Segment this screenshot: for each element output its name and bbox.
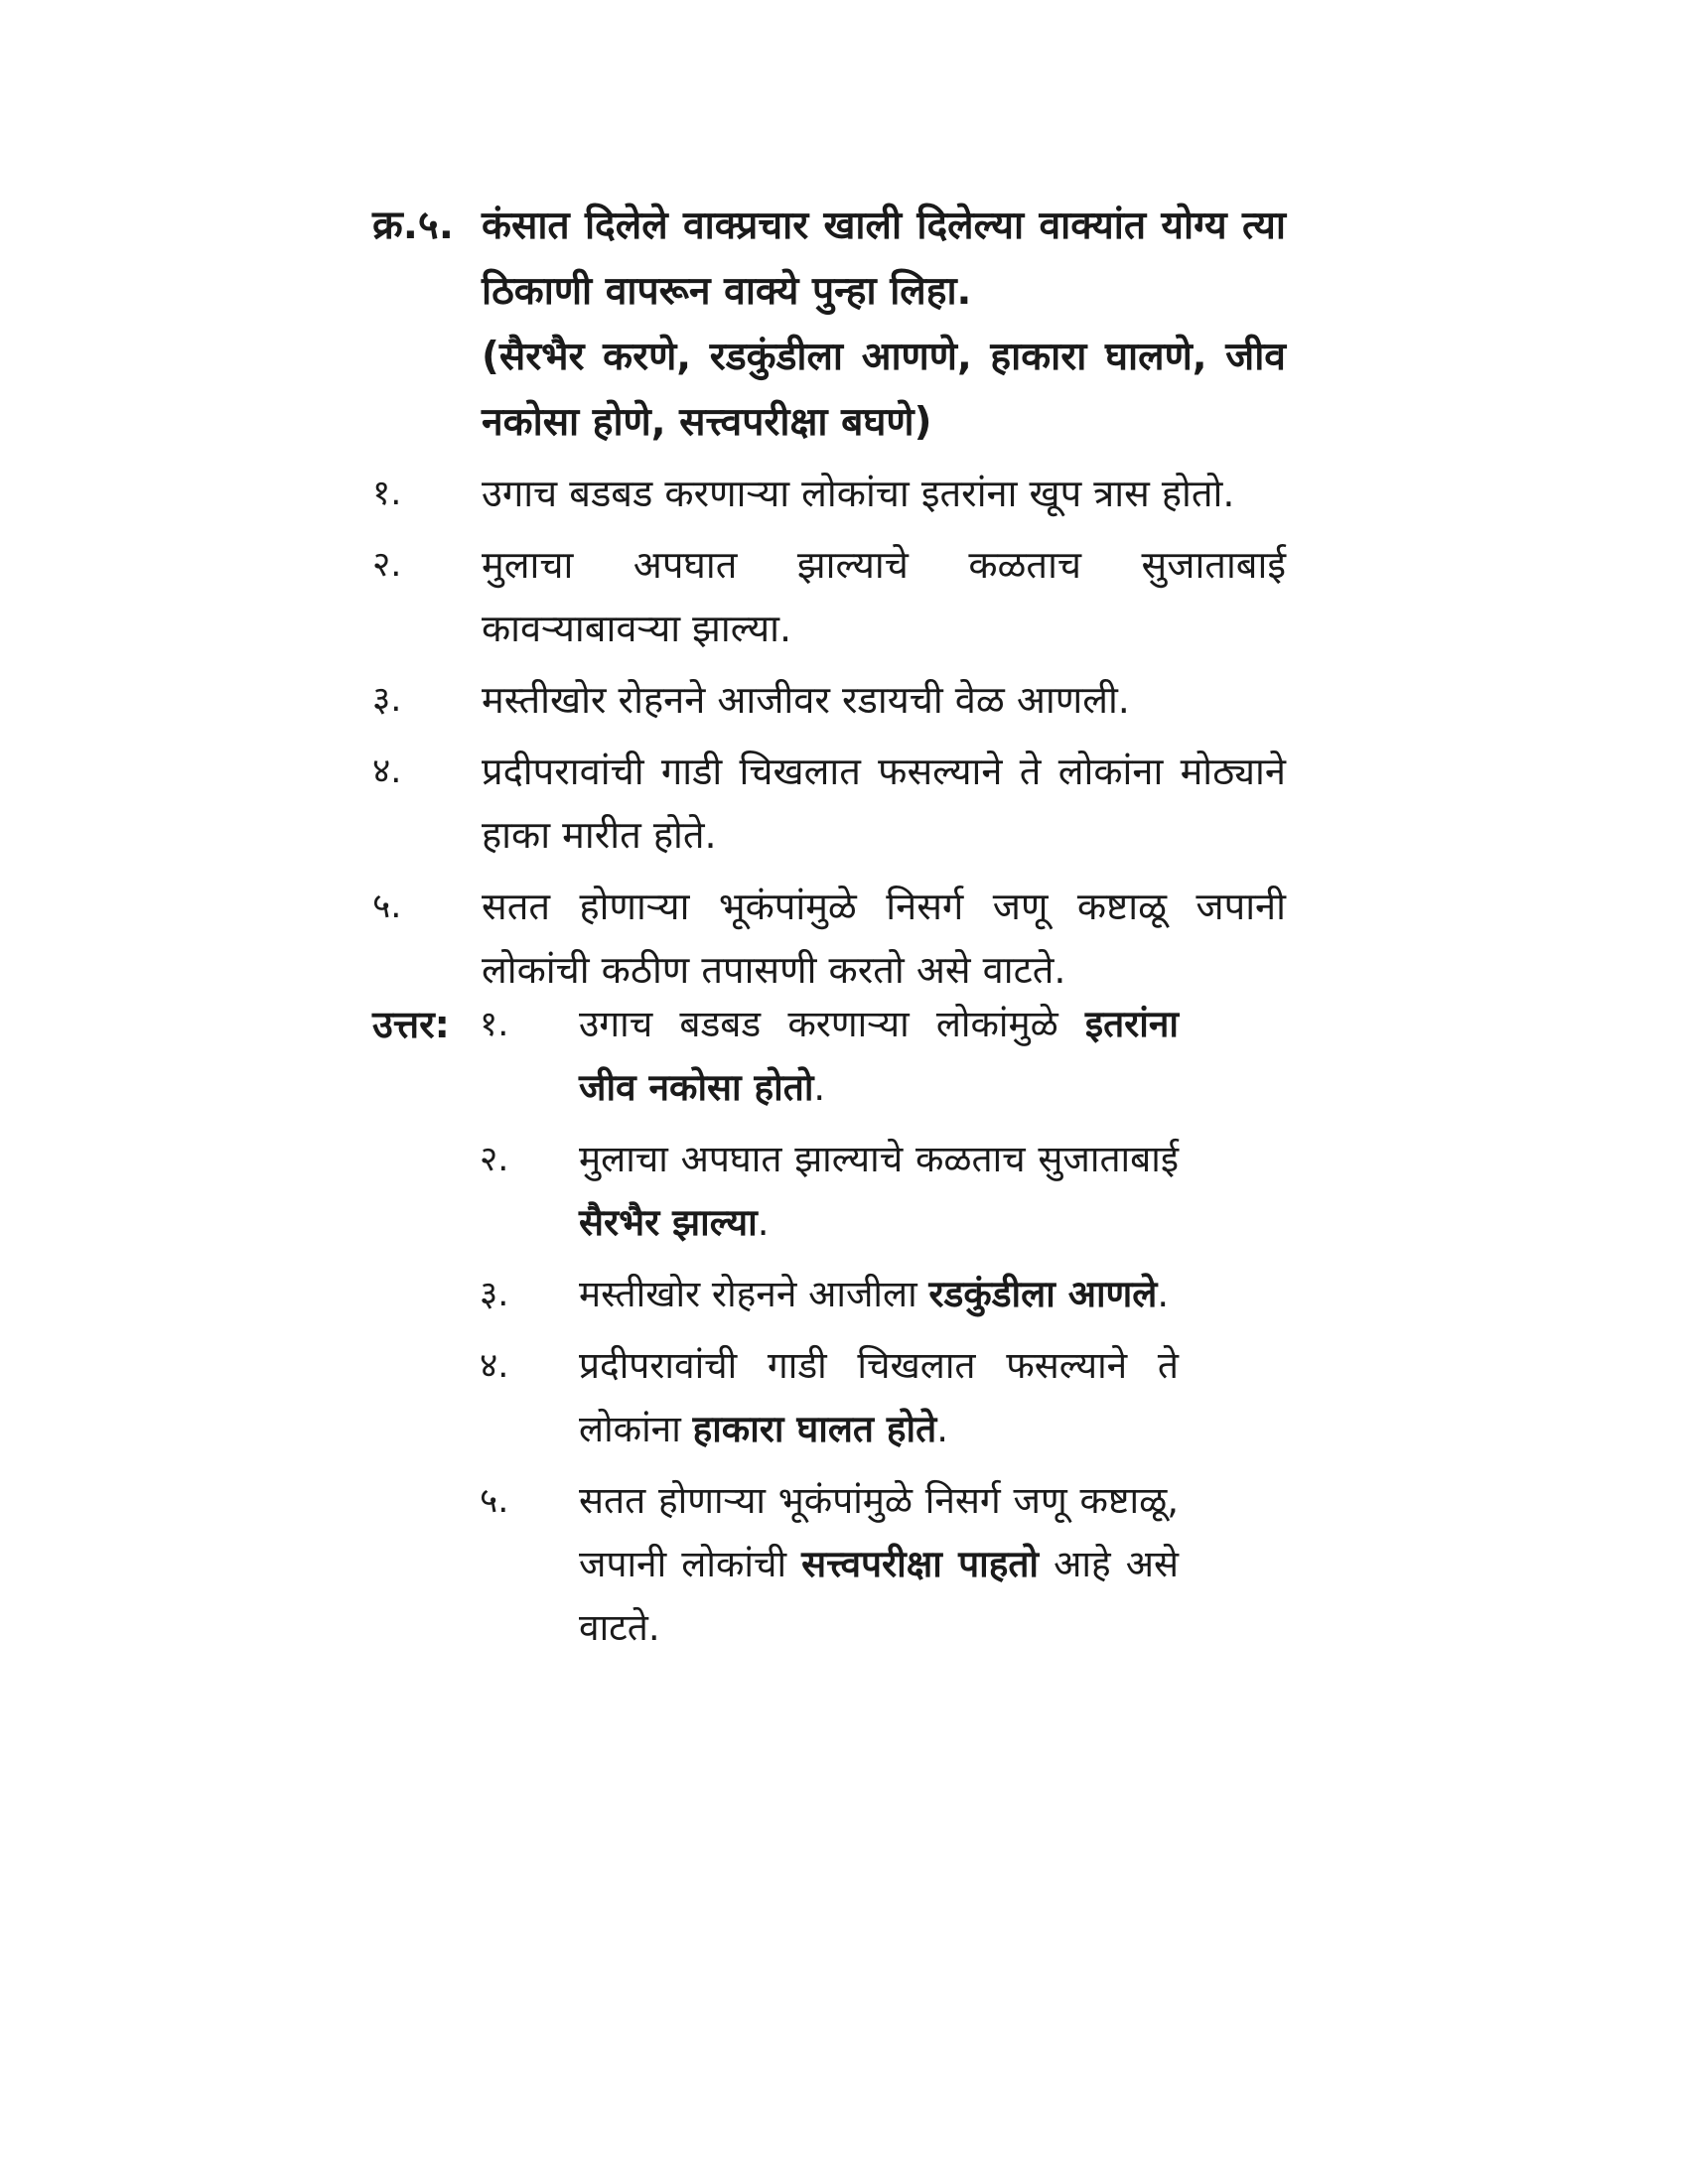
list-item	[372, 668, 1286, 732]
answer-number: १.	[480, 1005, 509, 1044]
answer-number: २.	[480, 1140, 509, 1179]
answer-label: उत्तर:	[372, 1003, 450, 1046]
answer-text	[579, 1128, 1179, 1255]
answer-text-after: .	[813, 1066, 826, 1109]
question-number: क्र.५.	[372, 203, 454, 248]
answer-number: ४.	[480, 1346, 509, 1386]
item-text: सतत होणाऱ्या भूकंपांमुळे निसर्ग जणू कष्टाळू जपानी लोकांची कठीण तपासणी करतो असे वाटते.	[482, 885, 1286, 992]
answer-text-after: .	[936, 1408, 948, 1450]
question-instruction: कंसात दिलेले वाक्प्रचार खाली दिलेल्या वाक्यांत योग्य त्या ठिकाणी वापरून वाक्ये पुन्हा लिहा.	[482, 204, 1286, 314]
answer-text-bold: हाकारा घालत होते	[692, 1408, 937, 1450]
answer-text	[579, 1334, 1179, 1461]
answer-text-before: प्रदीपरावांची गाडी चिखलात फसल्याने ते लोकांना	[579, 1344, 1179, 1450]
question-items	[372, 462, 1286, 1010]
answer-item	[372, 1334, 1286, 1461]
answer-text	[579, 993, 1179, 1120]
answer-text-before: उगाच बडबड करणाऱ्या लोकांमुळे	[579, 1003, 1085, 1045]
answer-text-before: सतत होणाऱ्या भूकंपांमुळे निसर्ग जणू कष्टाळू, जपानी लोकांची	[579, 1479, 1179, 1585]
answer-text-bold: रडकुंडीला आणले	[928, 1273, 1158, 1315]
answer-text-bold: इतरांना जीव नकोसा होतो	[579, 1003, 1179, 1109]
item-number: ४.	[372, 751, 402, 791]
question-header	[372, 194, 1286, 456]
answer-text-before: मुलाचा अपघात झाल्याचे कळताच सुजाताबाई	[579, 1138, 1179, 1180]
answer-item	[372, 1263, 1286, 1326]
question-text	[482, 194, 1286, 456]
answer-number: ३.	[480, 1275, 509, 1314]
answer-text-after: आहे असे वाटते.	[579, 1543, 1180, 1649]
answer-text-bold: सत्त्वपरीक्षा पाहतो	[801, 1543, 1040, 1585]
answer-item	[372, 1469, 1286, 1660]
item-text: प्रदीपरावांची गाडी चिखलात फसल्याने ते लोकांना मोठ्याने हाका मारीत होते.	[482, 750, 1286, 857]
list-item	[372, 533, 1286, 660]
answer-number: ५.	[480, 1481, 509, 1521]
item-number: ५.	[372, 887, 402, 926]
answer-item	[372, 993, 1286, 1120]
list-item	[372, 462, 1286, 525]
answer-text	[579, 1469, 1179, 1660]
answer-text-after: .	[757, 1201, 770, 1244]
item-text: मुलाचा अपघात झाल्याचे कळताच सुजाताबाई कावऱ्याबावऱ्या झाल्या.	[482, 543, 1286, 650]
answer-text	[579, 1263, 1179, 1326]
answer-text-before: मस्तीखोर रोहनने आजीला	[579, 1273, 929, 1315]
item-text: उगाच बडबड करणाऱ्या लोकांचा इतरांना खूप त्रास होतो.	[482, 472, 1235, 515]
question-row	[372, 194, 1286, 456]
answer-text-after: .	[1157, 1273, 1170, 1315]
list-item	[372, 875, 1286, 1002]
list-item	[372, 740, 1286, 867]
answer-item	[372, 1128, 1286, 1255]
item-number: २.	[372, 545, 402, 585]
answers-section	[372, 993, 1286, 1668]
item-number: ३.	[372, 680, 402, 720]
item-text: मस्तीखोर रोहनने आजीवर रडायची वेळ आणली.	[482, 678, 1130, 722]
answer-text-bold: सैरभैर झाल्या	[579, 1201, 758, 1244]
question-hint: (सैरभैर करणे, रडकुंडीला आणणे, हाकारा घालणे, जीव नकोसा होणे, सत्त्वपरीक्षा बघणे)	[482, 335, 1286, 445]
item-number: १.	[372, 474, 402, 513]
